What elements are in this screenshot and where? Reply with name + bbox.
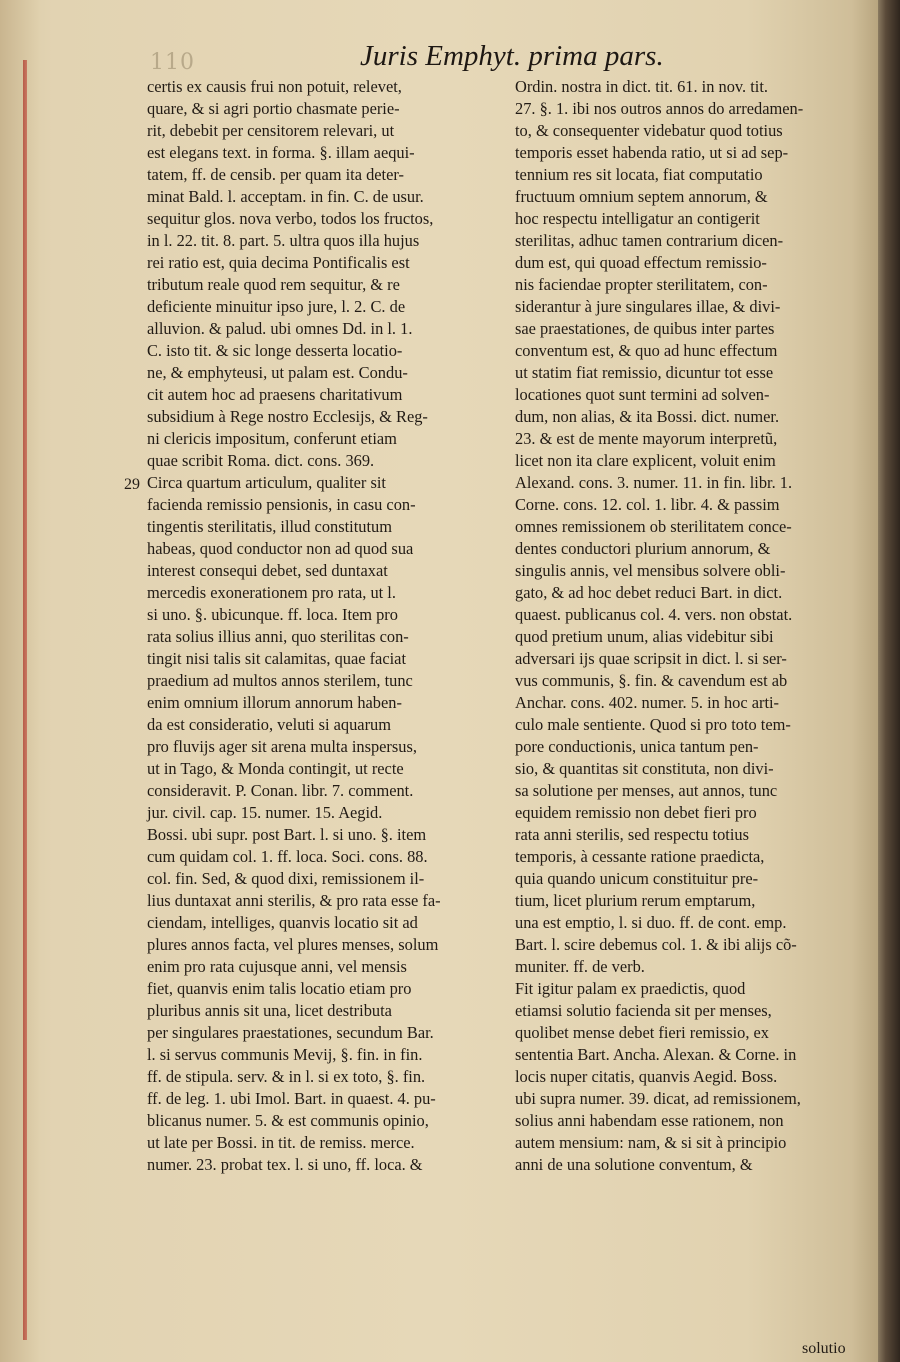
text-line: 23. & est de mente mayorum interpretũ, bbox=[515, 429, 778, 448]
text-line: sterilitas, adhuc tamen contrarium dicen- bbox=[515, 231, 784, 250]
text-line: consideravit. P. Conan. libr. 7. comment. bbox=[147, 781, 414, 800]
folio-number: 110 bbox=[150, 50, 195, 75]
text-line: quaest. publicanus col. 4. vers. non obstat. bbox=[515, 605, 793, 624]
text-line: pore conductionis, unica tantum pen- bbox=[515, 737, 759, 756]
text-line: sequitur glos. nova verbo, todos los fructos, bbox=[147, 209, 434, 228]
text-line: dentes conductori plurium annorum, & bbox=[515, 539, 771, 558]
text-line: pluribus annis sit una, licet destributa bbox=[147, 1001, 392, 1020]
text-line: quod pretium unum, alias videbitur sibi bbox=[515, 627, 774, 646]
margin-paragraph-number: 29 bbox=[124, 476, 140, 493]
text-line: nis faciendae propter sterilitatem, con- bbox=[515, 275, 768, 294]
text-line: rata solius illius anni, quo sterilitas con- bbox=[147, 627, 409, 646]
text-line: hoc respectu intelligatur an contigerit bbox=[515, 209, 760, 228]
text-line: deficiente minuitur ipso jure, l. 2. C. de bbox=[147, 297, 406, 316]
text-line: temporis esset habenda ratio, ut si ad sep- bbox=[515, 143, 789, 162]
text-line: adversari ijs quae scripsit in dict. l. si ser- bbox=[515, 649, 787, 668]
text-line: quolibet mense debet fieri remissio, ex bbox=[515, 1023, 769, 1042]
text-line: quae scribit Roma. dict. cons. 369. bbox=[147, 451, 375, 470]
text-line: habeas, quod conductor non ad quod sua bbox=[147, 539, 414, 558]
text-line: tributum reale quod rem sequitur, & re bbox=[147, 275, 400, 294]
text-line: dum, non alias, & ita Bossi. dict. numer. bbox=[515, 407, 780, 426]
text-line: enim omnium illorum annorum haben- bbox=[147, 693, 402, 712]
text-line: facienda remissio pensionis, in casu con- bbox=[147, 495, 416, 514]
text-line: una est emptio, l. si duo. ff. de cont. emp. bbox=[515, 913, 787, 932]
text-line: quare, & si agri portio chasmate perie- bbox=[147, 99, 400, 118]
text-line: mercedis exonerationem pro rata, ut l. bbox=[147, 583, 396, 602]
text-line: rit, debebit per censitorem relevari, ut bbox=[147, 121, 395, 140]
text-line: sio, & quantitas sit constituta, non divi- bbox=[515, 759, 774, 778]
text-line: locis nuper citatis, quanvis Aegid. Boss. bbox=[515, 1067, 778, 1086]
text-line: plures annos facta, vel plures menses, solum bbox=[147, 935, 439, 954]
right-text-column bbox=[515, 76, 870, 1176]
text-line: interest consequi debet, sed duntaxat bbox=[147, 561, 388, 580]
text-line: ciendam, intelliges, quanvis locatio sit ad bbox=[147, 913, 418, 932]
text-line: autem mensium: nam, & si sit à principio bbox=[515, 1133, 787, 1152]
text-line: temporis, à cessante ratione praedicta, bbox=[515, 847, 765, 866]
text-line: col. fin. Sed, & quod dixi, remissionem il- bbox=[147, 869, 425, 888]
text-line: siderantur à jure singulares illae, & divi- bbox=[515, 297, 781, 316]
text-line: conventum est, & quo ad hunc effectum bbox=[515, 341, 778, 360]
running-header: Juris Emphyt. prima pars. bbox=[360, 40, 664, 72]
text-line: jur. civil. cap. 15. numer. 15. Aegid. bbox=[147, 803, 383, 822]
text-line: Anchar. cons. 402. numer. 5. in hoc arti- bbox=[515, 693, 780, 712]
text-line: equidem remissio non debet fieri pro bbox=[515, 803, 757, 822]
text-line: 27. §. 1. ibi nos outros annos do arredamen- bbox=[515, 99, 804, 118]
text-line: per singulares praestationes, secundum Bar. bbox=[147, 1023, 434, 1042]
text-line: fructuum omnium septem annorum, & bbox=[515, 187, 768, 206]
text-line: ni clericis impositum, conferunt etiam bbox=[147, 429, 397, 448]
text-line: omnes remissionem ob sterilitatem conce- bbox=[515, 517, 792, 536]
text-line: sa solutione per menses, aut annos, tunc bbox=[515, 781, 778, 800]
text-line: ff. de leg. 1. ubi Imol. Bart. in quaest. 4. pu- bbox=[147, 1089, 436, 1108]
text-line: rata anni sterilis, sed respectu totius bbox=[515, 825, 749, 844]
text-line: pro fluvijs ager sit arena multa inspersus, bbox=[147, 737, 417, 756]
text-line: etiamsi solutio facienda sit per menses, bbox=[515, 1001, 772, 1020]
text-line: si uno. §. ubicunque. ff. loca. Item pro bbox=[147, 605, 398, 624]
dark-book-edge bbox=[878, 0, 900, 1362]
text-line: subsidium à Rege nostro Ecclesijs, & Reg- bbox=[147, 407, 428, 426]
text-line: licet non ita clare explicent, voluit enim bbox=[515, 451, 776, 470]
text-line: sententia Bart. Ancha. Alexan. & Corne. in bbox=[515, 1045, 797, 1064]
text-line: ut in Tago, & Monda contingit, ut recte bbox=[147, 759, 404, 778]
text-line: est elegans text. in forma. §. illam aequi- bbox=[147, 143, 415, 162]
text-line: lius duntaxat anni sterilis, & pro rata esse fa- bbox=[147, 891, 441, 910]
text-line: singulis annis, vel mensibus solvere obli- bbox=[515, 561, 786, 580]
text-line: quia quando unicum constituitur pre- bbox=[515, 869, 759, 888]
text-line: certis ex causis frui non potuit, relevet, bbox=[147, 77, 402, 96]
text-line: tennium res sit locata, fiat computatio bbox=[515, 165, 763, 184]
text-line: ut statim fiat remissio, dicuntur tot esse bbox=[515, 363, 774, 382]
text-line: muniter. ff. de verb. bbox=[515, 957, 645, 976]
text-line: tium, licet plurium rerum emptarum, bbox=[515, 891, 756, 910]
left-text-column bbox=[147, 76, 502, 1176]
text-line: Bossi. ubi supr. post Bart. l. si uno. §. item bbox=[147, 825, 427, 844]
text-line: cit autem hoc ad praesens charitativum bbox=[147, 385, 403, 404]
text-line: da est consideratio, veluti si aquarum bbox=[147, 715, 391, 734]
text-line: tingit nisi talis sit calamitas, quae faciat bbox=[147, 649, 406, 668]
text-line: ut late per Bossi. in tit. de remiss. merce. bbox=[147, 1133, 415, 1152]
text-line: C. isto tit. & sic longe desserta locatio- bbox=[147, 341, 403, 360]
text-line: anni de una solutione conventum, & bbox=[515, 1155, 753, 1174]
text-line: ff. de stipula. serv. & in l. si ex toto, §. fin. bbox=[147, 1067, 426, 1086]
text-line: fiet, quanvis enim talis locatio etiam pro bbox=[147, 979, 412, 998]
text-line: Bart. l. scire debemus col. 1. & ibi alijs cõ- bbox=[515, 935, 797, 954]
text-line: gato, & ad hoc debet reduci Bart. in dict. bbox=[515, 583, 783, 602]
text-line: tatem, ff. de censib. per quam ita deter- bbox=[147, 165, 404, 184]
text-line: cum quidam col. 1. ff. loca. Soci. cons. 88. bbox=[147, 847, 428, 866]
text-line: to, & consequenter videbatur quod totius bbox=[515, 121, 783, 140]
text-line: dum est, qui quoad effectum remissio- bbox=[515, 253, 767, 272]
text-line: l. si servus communis Mevij, §. fin. in fin. bbox=[147, 1045, 423, 1064]
text-line: tingentis sterilitatis, illud constitutum bbox=[147, 517, 392, 536]
text-line: Fit igitur palam ex praedictis, quod bbox=[515, 979, 746, 998]
text-line: Alexand. cons. 3. numer. 11. in fin. libr. 1. bbox=[515, 473, 793, 492]
text-line: rei ratio est, quia decima Pontificalis est bbox=[147, 253, 410, 272]
text-line: Corne. cons. 12. col. 1. libr. 4. & passim bbox=[515, 495, 780, 514]
catchword: solutio bbox=[802, 1340, 846, 1357]
text-line: locationes quot sunt termini ad solven- bbox=[515, 385, 770, 404]
text-line: blicanus numer. 5. & est communis opinio, bbox=[147, 1111, 429, 1130]
red-page-edge bbox=[23, 60, 27, 1340]
text-line: sae praestationes, de quibus inter partes bbox=[515, 319, 775, 338]
text-line: alluvion. & palud. ubi omnes Dd. in l. 1. bbox=[147, 319, 413, 338]
text-line: Circa quartum articulum, qualiter sit bbox=[147, 473, 386, 492]
text-line: culo male sentiente. Quod si pro toto tem- bbox=[515, 715, 791, 734]
text-line: enim pro rata cujusque anni, vel mensis bbox=[147, 957, 407, 976]
text-line: solius anni habendam esse rationem, non bbox=[515, 1111, 784, 1130]
text-line: numer. 23. probat tex. l. si uno, ff. loca. & bbox=[147, 1155, 423, 1174]
text-line: ubi supra numer. 39. dicat, ad remissionem, bbox=[515, 1089, 801, 1108]
text-line: minat Bald. l. acceptam. in fin. C. de usur. bbox=[147, 187, 424, 206]
text-line: in l. 22. tit. 8. part. 5. ultra quos illa hujus bbox=[147, 231, 420, 250]
page-gutter bbox=[0, 0, 40, 1362]
text-line: Ordin. nostra in dict. tit. 61. in nov. tit. bbox=[515, 77, 768, 96]
text-line: praedium ad multos annos sterilem, tunc bbox=[147, 671, 413, 690]
text-line: vus communis, §. fin. & cavendum est ab bbox=[515, 671, 788, 690]
text-line: ne, & emphyteusi, ut palam est. Condu- bbox=[147, 363, 408, 382]
